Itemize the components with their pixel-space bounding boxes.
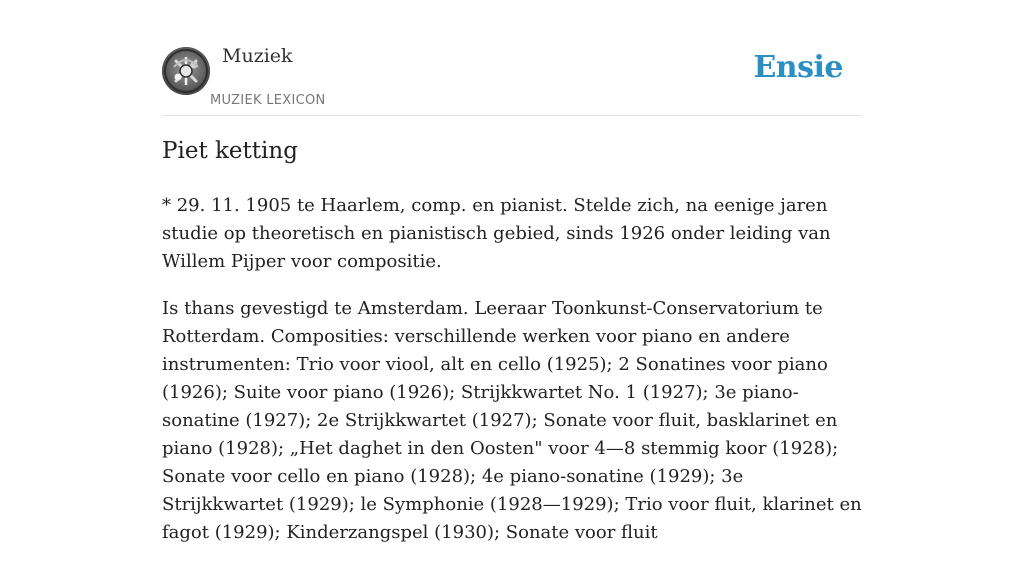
source-name-link[interactable]: Muziek [222, 45, 293, 67]
brand-logo-link[interactable]: Ensie [753, 50, 843, 85]
content-column [162, 0, 862, 543]
source-avatar[interactable] [162, 47, 210, 95]
source-subtitle: MUZIEK LEXICON [210, 93, 326, 108]
source-header [162, 0, 862, 116]
article-paragraph: Is thans gevestigd te Amsterdam. Leeraar Toonkunst-Conservatorium te Rotterdam. Composities: verschillende werken voor piano en andere instrumenten: Trio voor viool, alt en cello (1925); 2 Sonatines voor piano (1926); Suite voor piano (1926); Strijkkwartet No. 1 (1927); 3e piano-sonatine (1927); 2e Strijkkwartet (1927); Sonate voor fluit, basklarinet en piano (1928); „Het daghet in den Oosten" voor 4—8 stemmig koor (1928); Sonate voor cello en piano (1928); 4e piano-sonatine (1929); 3e Strijkkwartet (1929); le Symphonie (1928—1929); Trio voor fluit, klarinet en fagot (1929); Kinderzangspel (1930); Sonate voor fluit [162, 298, 862, 543]
article-paragraph: * 29. 11. 1905 te Haarlem, comp. en pianist. Stelde zich, na eenige jaren studie op theoretisch en pianistisch gebied, sinds 1926 onder leiding van Willem Pijper voor compositie. [162, 195, 831, 272]
music-emblem-icon [162, 47, 210, 95]
article-title: Piet ketting [162, 138, 298, 164]
article-body [162, 192, 865, 566]
